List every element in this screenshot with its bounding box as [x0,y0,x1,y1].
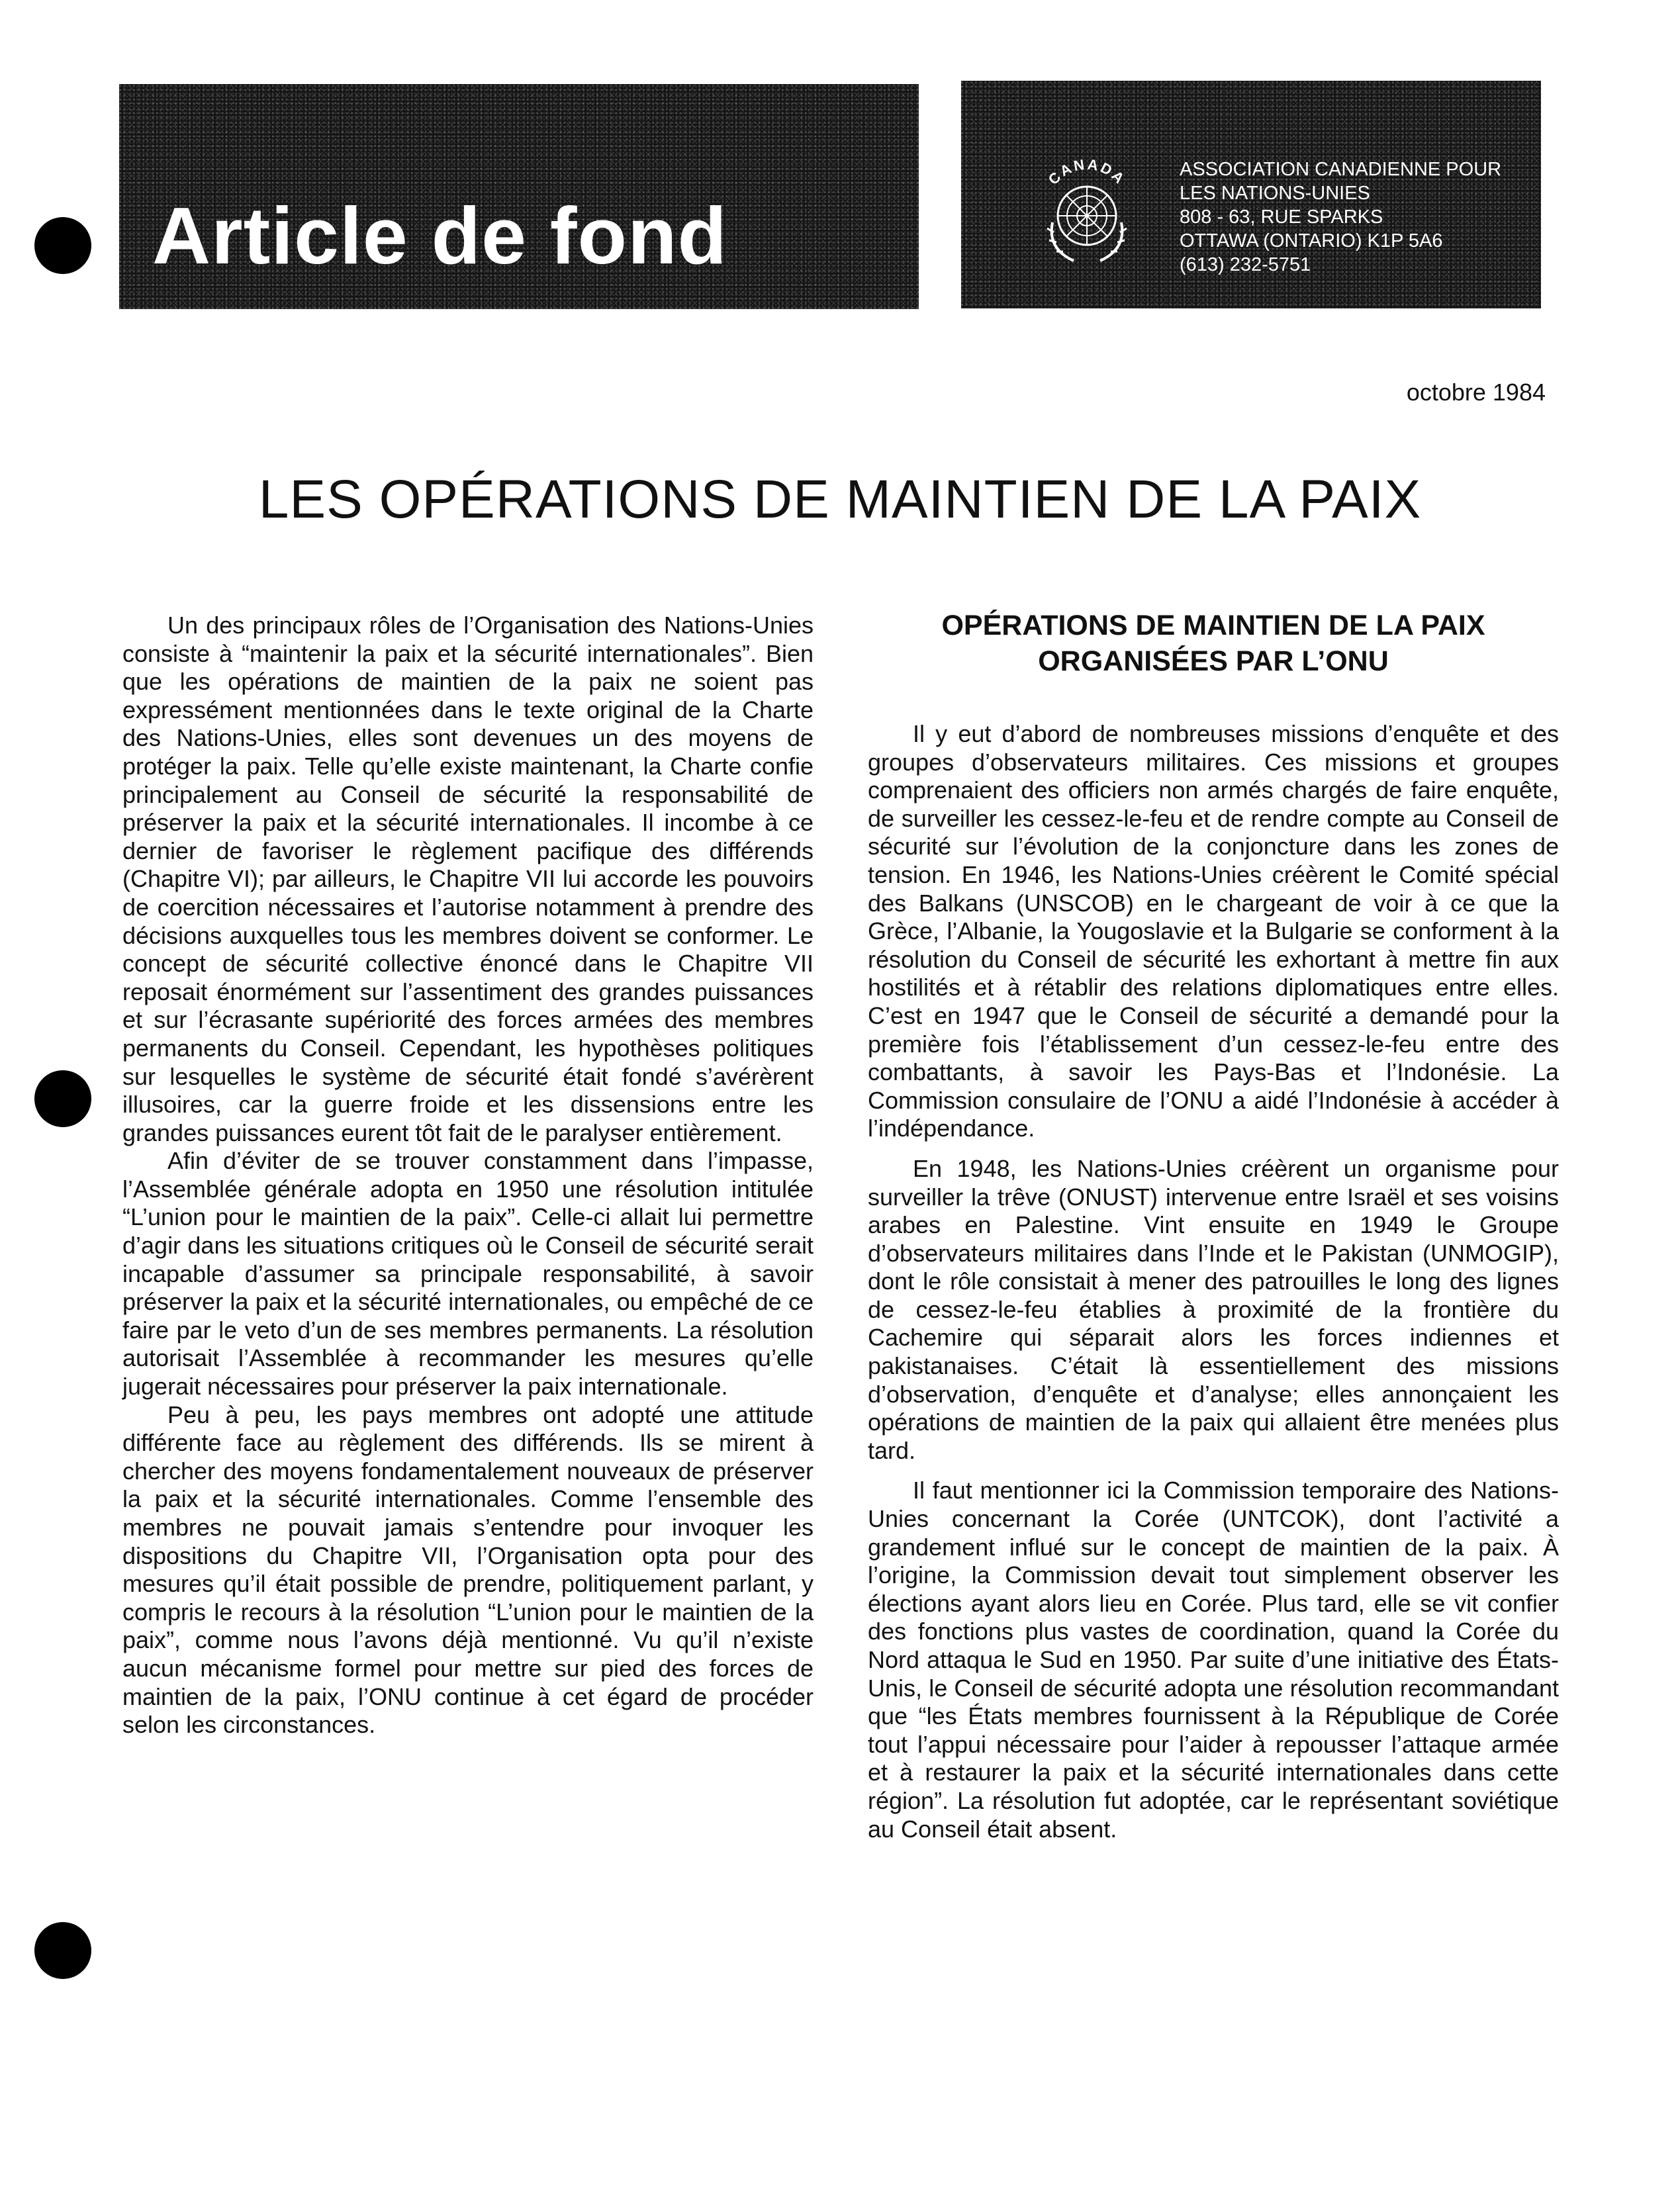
address-line: (613) 232-5751 [1180,254,1311,275]
paragraph: Peu à peu, les pays membres ont adopté une attitude différente face au règlement des différends. Ils se mirent à chercher des moyens fondamentalement nouveaux de préserver la paix et la sécurité internationales. Comme l’ensemble des membres ne pouvait jamais s’entendre pour invoquer les dispositions du Chapitre VII, l’Organisation opta pour des mesures qu’il était possible de prendre, politiquement parlant, y compris le recours à la résolution “L’union pour le maintien de la paix”, comme nous l’avons déjà mentionné. Vu qu’il n’existe aucun mécanisme formel pour mettre sur pied des forces de maintien de la paix, l’ONU continue à cet égard de procéder selon les circonstances. [122,1401,814,1739]
un-emblem-icon [1027,150,1146,269]
address-line: LES NATIONS-UNIES [1180,183,1370,204]
punch-hole [34,1922,91,1979]
address-line: ASSOCIATION CANADIENNE POUR [1180,159,1502,180]
organization-address [1180,158,1501,277]
paragraph: Un des principaux rôles de l’Organisation des Nations-Unies consiste à “maintenir la paix et la sécurité internationales”. Bien que les opérations de maintien de la paix ne soient pas expressément mentionnées dans le texte original de la Charte des Nations-Unies, elles sont devenues un des moyens de protéger la paix. Telle qu’elle existe maintenant, la Charte confie principalement au Conseil de sécurité la responsabilité de préserver la paix et la sécurité internationales. Il incombe à ce dernier de favoriser le règlement pacifique des différends (Chapitre VI); par ailleurs, le Chapitre VII lui accorde les pouvoirs de coercition nécessaires et l’autorise notamment à prendre des décisions auxquelles tous les membres doivent se conformer. Le concept de sécurité collective énoncé dans le Chapitre VII reposait énormément sur l’assentiment des grandes puissances et sur l’écrasante supériorité des forces armées des membres permanents du Conseil. Cependant, les hypothèses politiques sur lesquelles le système de sécurité était fondé s’avérèrent illusoires, car la guerre froide et les dissensions entre les grandes puissances eurent tôt fait de le paralyser entièrement. [122,612,814,1146]
punch-hole [34,217,91,274]
left-column [122,612,814,1739]
punch-hole [34,1070,91,1127]
section-heading-line: ORGANISÉES PAR L’ONU [1038,645,1389,677]
right-column [868,608,1559,1843]
section-heading [868,608,1559,679]
publication-date: octobre 1984 [1406,379,1546,406]
paragraph: Il y eut d’abord de nombreuses missions d’enquête et des groupes d’observateurs militaires. Ces missions et groupes comprenaient des officiers non armés chargés de faire enquête, de surveiller les cessez-le-feu et de rendre compte au Conseil de sécurité sur l’évolution de la conjoncture dans les zones de tension. En 1946, les Nations-Unies créèrent le Comité spécial des Balkans (UNSCOB) en le chargeant de voir à ce que la Grèce, l’Albanie, la Yougoslavie et la Bulgarie se conforment à la résolution du Conseil de sécurité les exhortant à mettre fin aux hostilités et à rétablir des relations diplomatiques entre elles. C’est en 1947 que le Conseil de sécurité a demandé pour la première fois l’établissement d’un cessez-le-feu entre des combattants, à savoir les Pays-Bas et l’Indonésie. La Commission consulaire de l’ONU a aidé l’Indonésie à accéder à l’indépendance. [868,720,1559,1142]
svg-text:CANADA: CANADA [1045,156,1129,188]
page-title: LES OPÉRATIONS DE MAINTIEN DE LA PAIX [258,469,1422,529]
address-line: OTTAWA (ONTARIO) K1P 5A6 [1180,230,1443,252]
article-banner [119,84,919,309]
paragraph: Il faut mentionner ici la Commission temporaire des Nations-Unies concernant la Corée (UNTCOK), dont l’activité a grandement influé sur le concept de maintien de la paix. À l’origine, la Commission devait tout simplement observer les élections ayant alors lieu en Corée. Plus tard, elle se vit confier des fonctions plus vastes de coordination, quand la Corée du Nord attaqua le Sud en 1950. Par suite d’une initiative des États-Unis, le Conseil de sécurité adopta une résolution recommandant que “les États membres fournissent à la République de Corée tout l’appui nécessaire pour l’aider à repousser l’attaque armée et à restaurer la paix et la sécurité internationales dans cette région”. La résolution fut adoptée, car le représentant soviétique au Conseil était absent. [868,1477,1559,1843]
banner-title: Article de fond [152,191,728,281]
paragraph: En 1948, les Nations-Unies créèrent un organisme pour surveiller la trêve (ONUST) intervenue entre Israël et ses voisins arabes en Palestine. Vint ensuite en 1949 le Groupe d’observateurs militaires dans l’Inde et le Pakistan (UNMOGIP), dont le rôle consistait à mener des patrouilles le long des lignes de cessez-le-feu établies à proximité de la frontière du Cachemire qui séparait alors les forces indiennes et pakistanaises. C’était là essentiellement des missions d’observation, d’enquête et d’analyse; elles annonçaient les opérations de maintien de la paix qui allaient être menées plus tard. [868,1154,1559,1464]
paragraph: Afin d’éviter de se trouver constamment dans l’impasse, l’Assemblée générale adopta en 1950 une résolution intitulée “L’union pour le maintien de la paix”. Celle-ci allait lui permettre d’agir dans les situations critiques où le Conseil de sécurité serait incapable d’assumer sa principale responsabilité, à savoir préserver la paix et la sécurité internationales, ou empêché de ce faire par le veto d’un de ses membres permanents. La résolution autorisait l’Assemblée à recommander les mesures qu’elle jugerait nécessaires pour préserver la paix internationale. [122,1147,814,1401]
section-heading-line: OPÉRATIONS DE MAINTIEN DE LA PAIX [941,610,1485,641]
address-line: 808 - 63, RUE SPARKS [1180,207,1383,228]
organization-banner [961,81,1541,308]
